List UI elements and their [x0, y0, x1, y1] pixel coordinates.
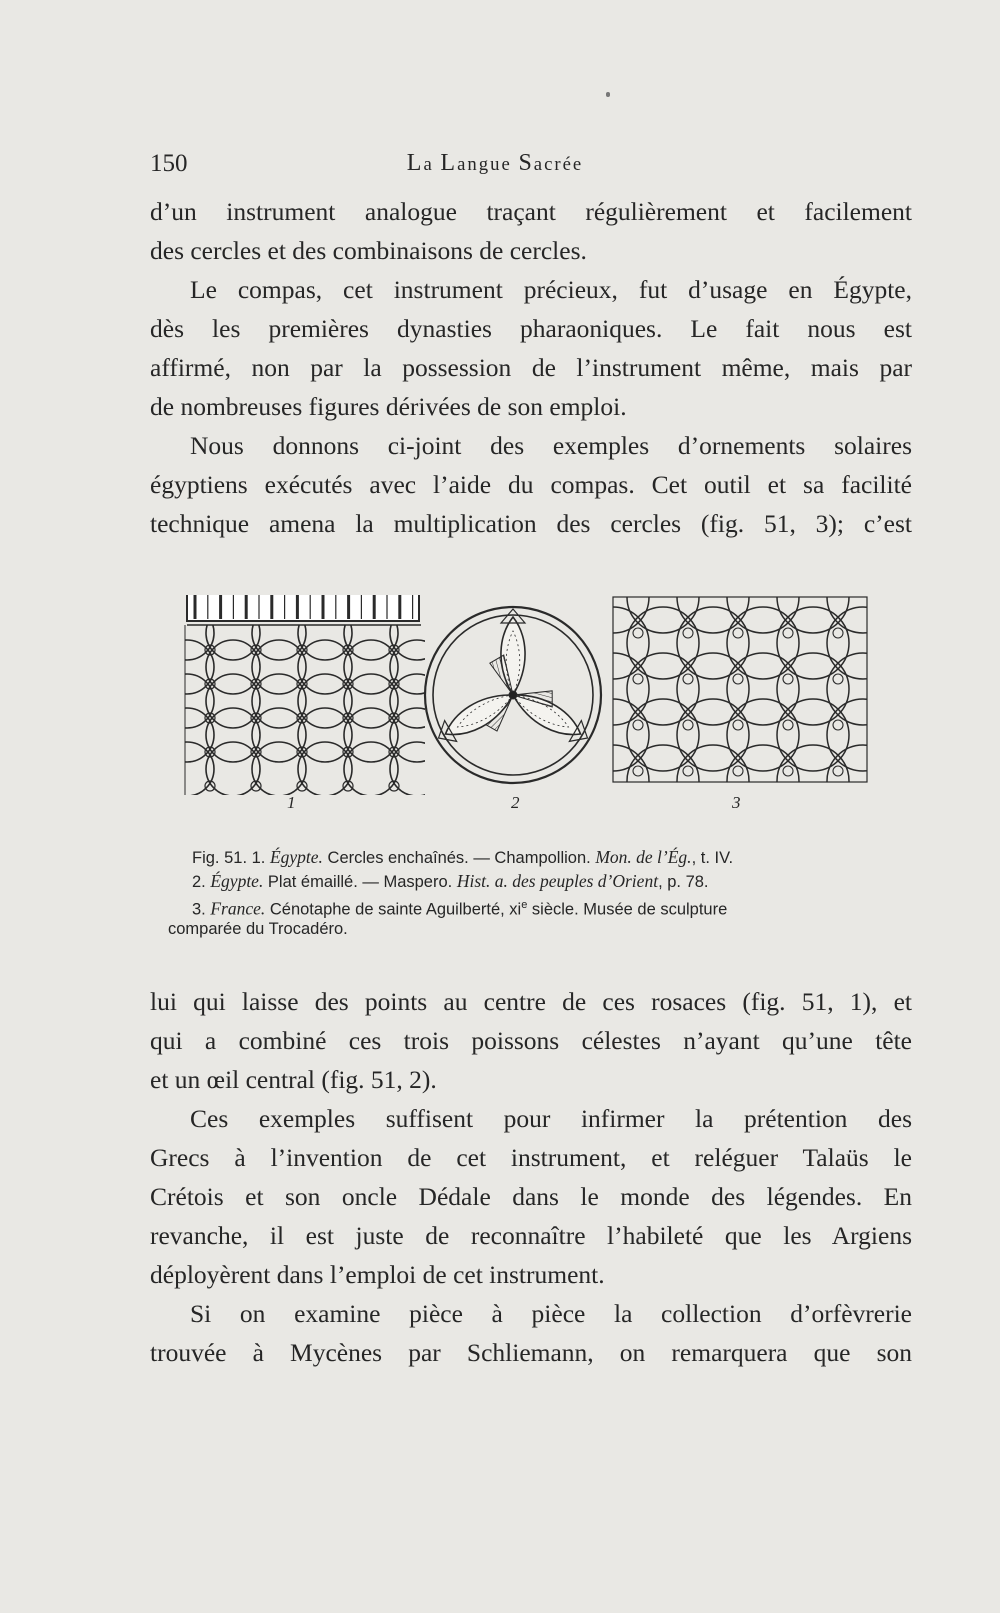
- caption-italic: Mon. de l’Ég.: [595, 847, 692, 867]
- caption-text: 2.: [192, 873, 211, 891]
- text-line: dès les premières dynasties pharaoniques. Le fait nous est: [150, 314, 912, 343]
- text-line: Si on examine pièce à pièce la collection d’orfèvrerie: [190, 1299, 912, 1328]
- title-initial: L: [440, 150, 458, 176]
- text-line: Crétois et son oncle Dédale dans le monde des légendes. En: [150, 1182, 912, 1211]
- text-line: Grecs à l’invention de cet instrument, et reléguer Talaüs le: [150, 1143, 912, 1172]
- running-title: [150, 150, 840, 177]
- text-line: Le compas, cet instrument précieux, fut d’usage en Égypte,: [190, 275, 912, 304]
- caption-text: Plat émaillé. — Maspero.: [263, 873, 457, 891]
- figure-51: [165, 595, 905, 835]
- text-line: et un œil central (fig. 51, 2).: [150, 1065, 437, 1094]
- text-line: technique amena la multiplication des cercles (fig. 51, 3); c’est: [150, 509, 912, 538]
- figure-caption: [168, 845, 900, 941]
- text-line: lui qui laisse des points au centre de ces rosaces (fig. 51, 1), et: [150, 987, 912, 1016]
- caption-text: Cénotaphe de sainte Aguilberté, xi: [265, 900, 522, 919]
- print-speck: [606, 92, 610, 97]
- figure-illustration: [165, 595, 905, 835]
- text-line: d’un instrument analogue traçant régulièrement et facilement: [150, 197, 912, 226]
- caption-text: Fig. 51. 1.: [192, 849, 270, 867]
- panel-3-circle-lattice: [577, 595, 899, 822]
- caption-text: Cercles enchaînés. — Champollion.: [322, 849, 596, 867]
- body-text-bottom: [150, 982, 912, 1372]
- caption-text: siècle. Musée de sculpture: [527, 900, 728, 919]
- figure-label-2: 2: [511, 793, 520, 812]
- text-line: de nombreuses figures dérivées de son emploi.: [150, 392, 627, 421]
- caption-text: , p. 78.: [658, 873, 709, 891]
- paragraph: [150, 426, 912, 543]
- text-line: déployèrent dans l’emploi de cet instrument.: [150, 1260, 605, 1289]
- caption-italic: Égypte.: [210, 871, 264, 891]
- text-line: trouvée à Mycènes par Schliemann, on remarquera que son: [150, 1338, 912, 1367]
- text-line: Ces exemples suffisent pour infirmer la prétention des: [190, 1104, 912, 1133]
- caption-line: [168, 893, 900, 917]
- paragraph: [150, 982, 912, 1099]
- figure-label-1: 1: [287, 793, 296, 812]
- paragraph: [150, 1099, 912, 1294]
- caption-superscript: e: [521, 899, 528, 911]
- title-smallcaps: a: [423, 154, 441, 175]
- title-smallcaps: angue: [457, 154, 519, 175]
- caption-text: 3.: [192, 900, 211, 919]
- text-line: qui a combiné ces trois poissons célestes n’ayant qu’une tête: [150, 1026, 912, 1055]
- caption-line: [168, 869, 900, 893]
- body-text-top: [150, 192, 912, 543]
- title-smallcaps: acrée: [533, 154, 584, 175]
- caption-italic: Égypte.: [269, 847, 323, 867]
- caption-line: [168, 845, 900, 869]
- page-number: 150: [150, 150, 188, 177]
- paragraph: [150, 192, 912, 270]
- caption-text: , t. IV.: [691, 849, 734, 867]
- title-initial: S: [518, 150, 534, 176]
- text-line: revanche, il est juste de reconnaître l’habileté que les Argiens: [150, 1221, 912, 1250]
- text-line: égyptiens exécutés avec l’aide du compas. Cet outil et sa facilité: [150, 470, 912, 499]
- figure-label-3: 3: [732, 793, 741, 812]
- panel-2-enamelled-plate: [425, 607, 602, 783]
- title-initial: L: [406, 150, 424, 176]
- caption-line: comparée du Trocadéro.: [168, 920, 348, 938]
- text-line: affirmé, non par la possession de l’instrument même, mais par: [150, 353, 912, 382]
- text-line: des cercles et des combinaisons de cercles.: [150, 236, 587, 265]
- paragraph: [150, 270, 912, 426]
- panel-1-interlaced-circles: [165, 595, 455, 796]
- text-line: Nous donnons ci-joint des exemples d’ornements solaires: [190, 431, 912, 460]
- paragraph: [150, 1294, 912, 1372]
- caption-italic: Hist. a. des peuples d’Orient: [456, 871, 659, 891]
- running-header: [150, 150, 840, 184]
- caption-italic: France.: [210, 898, 266, 919]
